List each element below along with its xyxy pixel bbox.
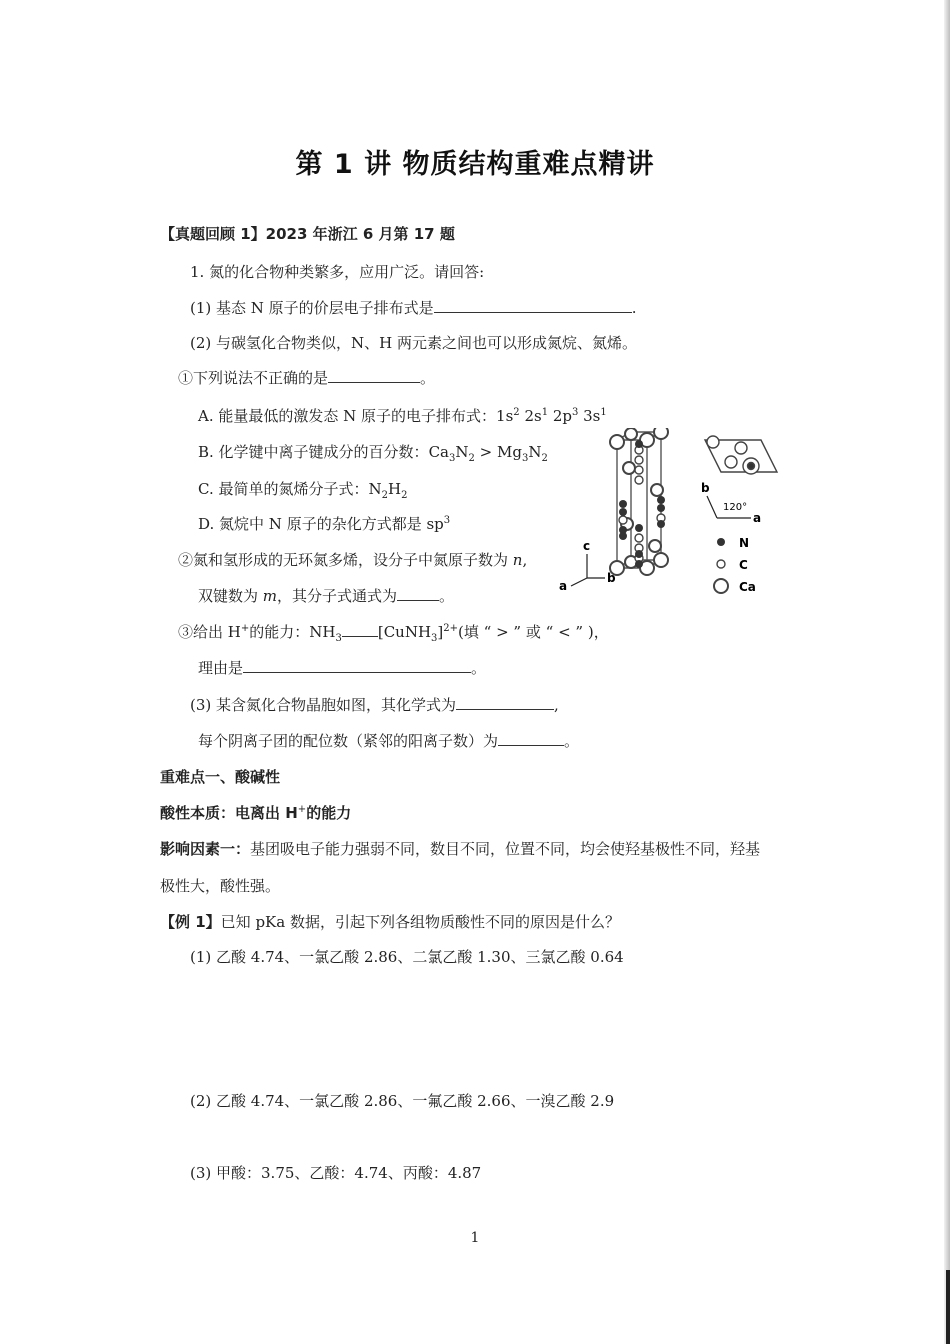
sub-question-2-text-b: 双键数为 xyxy=(198,587,259,605)
sub-question-2-cont: 双键数为 m，其分子式通式为 。 xyxy=(198,587,455,605)
example-1-part-3: (3) 甲酸：3.75、乙酸：4.74、丙酸：4.87 xyxy=(190,1164,482,1182)
sub-question-3: ③给出 H+的能力：$NH_3$ [CuNH$_3$]$^{2+}$(填 “ > ” 或 “ < ” )， xyxy=(178,623,609,644)
answer-blank xyxy=(434,300,632,313)
factor-1-text: 基团吸电子能力强弱不同，数目不同，位置不同，均会使羟基极性不同，羟基 xyxy=(250,840,761,858)
reason-line: 理由是 。 xyxy=(198,659,487,677)
answer-blank xyxy=(498,733,564,746)
axis-indicator xyxy=(571,554,605,586)
sub-question-2-text-c: ，其分子式通式为 xyxy=(277,587,398,605)
legend-c-label: C xyxy=(739,558,748,572)
axis2-b-label: b xyxy=(701,481,710,495)
example-1-label: 【例 1】 xyxy=(160,913,221,931)
sub-question-3-text-a: ③给出 H xyxy=(178,623,241,641)
option-d: D. 氮烷中 N 原子的杂化方式都是 $sp^3$ xyxy=(198,515,451,533)
top-view xyxy=(705,436,777,474)
factor-1-label: 影响因素一： xyxy=(160,840,251,858)
option-b-text: B. 化学键中离子键成分的百分数： xyxy=(198,443,429,461)
sub-question-3-text-c: [CuNH xyxy=(377,623,432,641)
legend-n-label: N xyxy=(739,536,750,550)
sub-question-1: ①下列说法不正确的是 。 xyxy=(178,369,436,387)
acid-essence: 酸性本质：电离出 H+的能力 xyxy=(160,804,352,822)
section-heading: 重难点一、酸碱性 xyxy=(160,768,281,786)
review-heading: 【真题回顾 1】2023 年浙江 6 月第 17 题 xyxy=(160,225,455,243)
scan-edge-mark xyxy=(946,1270,950,1344)
sub-question-3-text-d: (填 “ > ” 或 “ < ” )， xyxy=(458,623,609,641)
option-a: A. 能量最低的激发态 N 原子的电子排布式：$1s^2$ $2s^1$ $2p^3$ $3s^1$ xyxy=(198,407,607,425)
example-1 xyxy=(160,911,620,932)
sub-question-2-text: ②氮和氢形成的无环氮多烯，设分子中氮原子数为 xyxy=(178,551,509,569)
answer-blank xyxy=(328,370,420,383)
option-c-text: C. 最简单的氮烯分子式： xyxy=(198,480,369,498)
acid-essence-label: 酸性本质： xyxy=(160,804,236,822)
legend-c-marker xyxy=(717,560,725,568)
option-c: C. 最简单的氮烯分子式：$N_2H_2$ xyxy=(198,480,408,501)
reason-label: 理由是 xyxy=(198,659,244,677)
question-part-1-text: (1) 基态 N 原子的价层电子排布式是 xyxy=(190,299,434,317)
answer-blank xyxy=(342,624,378,637)
question-part-3-text: (3) 某含氮化合物晶胞如图，其化学式为 xyxy=(190,696,457,714)
example-1-part-1: (1) 乙酸 4.74、一氯乙酸 2.86、二氯乙酸 1.30、三氯乙酸 0.64 xyxy=(190,948,624,966)
factor-1 xyxy=(160,838,760,859)
scan-edge xyxy=(944,0,950,1344)
page-title: 第 1 讲 物质结构重难点精讲 xyxy=(295,149,655,180)
page-number: 1 xyxy=(470,1230,480,1246)
axis-a-label: a xyxy=(559,579,568,593)
sub-question-2: ②氮和氢形成的无环氮多烯，设分子中氮原子数为 n, xyxy=(178,551,528,569)
option-a-text: A. 能量最低的激发态 N 原子的电子排布式： xyxy=(198,407,497,425)
question-part-1: (1) 基态 N 原子的价层电子排布式是 . xyxy=(190,299,637,317)
example-1-text: 已知 pKa 数据，引起下列各组物质酸性不同的原因是什么？ xyxy=(220,913,620,931)
legend-ca-label: Ca xyxy=(739,580,756,594)
acid-essence-text-2: 的能力 xyxy=(306,804,352,822)
question-part-2: (2) 与碳氢化合物类似，N、H 两元素之间也可以形成氮烷、氮烯。 xyxy=(190,334,637,352)
axis-b-label: b xyxy=(607,571,616,585)
answer-blank xyxy=(456,697,554,710)
option-b: B. 化学键中离子键成分的百分数：$Ca_3N_2 > Mg_3N_2$ xyxy=(198,443,548,464)
sub-question-3-text-b: 的能力：NH xyxy=(249,623,336,641)
axis2-a-label: a xyxy=(753,511,762,525)
axis-c-label: c xyxy=(583,539,591,553)
answer-blank xyxy=(243,660,471,673)
example-1-part-2: (2) 乙酸 4.74、一氯乙酸 2.86、一氟乙酸 2.66、一溴乙酸 2.9 xyxy=(190,1092,615,1110)
question-intro: 1. 氮的化合物种类繁多，应用广泛。请回答: xyxy=(190,263,485,281)
factor-1-cont: 极性大，酸性强。 xyxy=(160,877,281,895)
question-part-3-cont: 每个阴离子团的配位数（紧邻的阳离子数）为 。 xyxy=(198,732,580,750)
question-part-3: (3) 某含氮化合物晶胞如图，其化学式为 , xyxy=(190,696,559,714)
angle-label: 120° xyxy=(723,502,748,513)
acid-essence-text: 电离出 H xyxy=(235,804,298,822)
legend-n-marker xyxy=(717,538,725,546)
sub-question-1-text: ①下列说法不正确的是 xyxy=(178,369,329,387)
question-part-3-text-b: 每个阴离子团的配位数（紧邻的阳离子数）为 xyxy=(198,732,499,750)
option-d-text: D. 氮烷中 N 原子的杂化方式都是 sp xyxy=(198,515,444,533)
answer-blank xyxy=(397,588,439,601)
legend-ca-marker xyxy=(714,579,728,593)
crystal-cell-figure xyxy=(555,428,795,608)
